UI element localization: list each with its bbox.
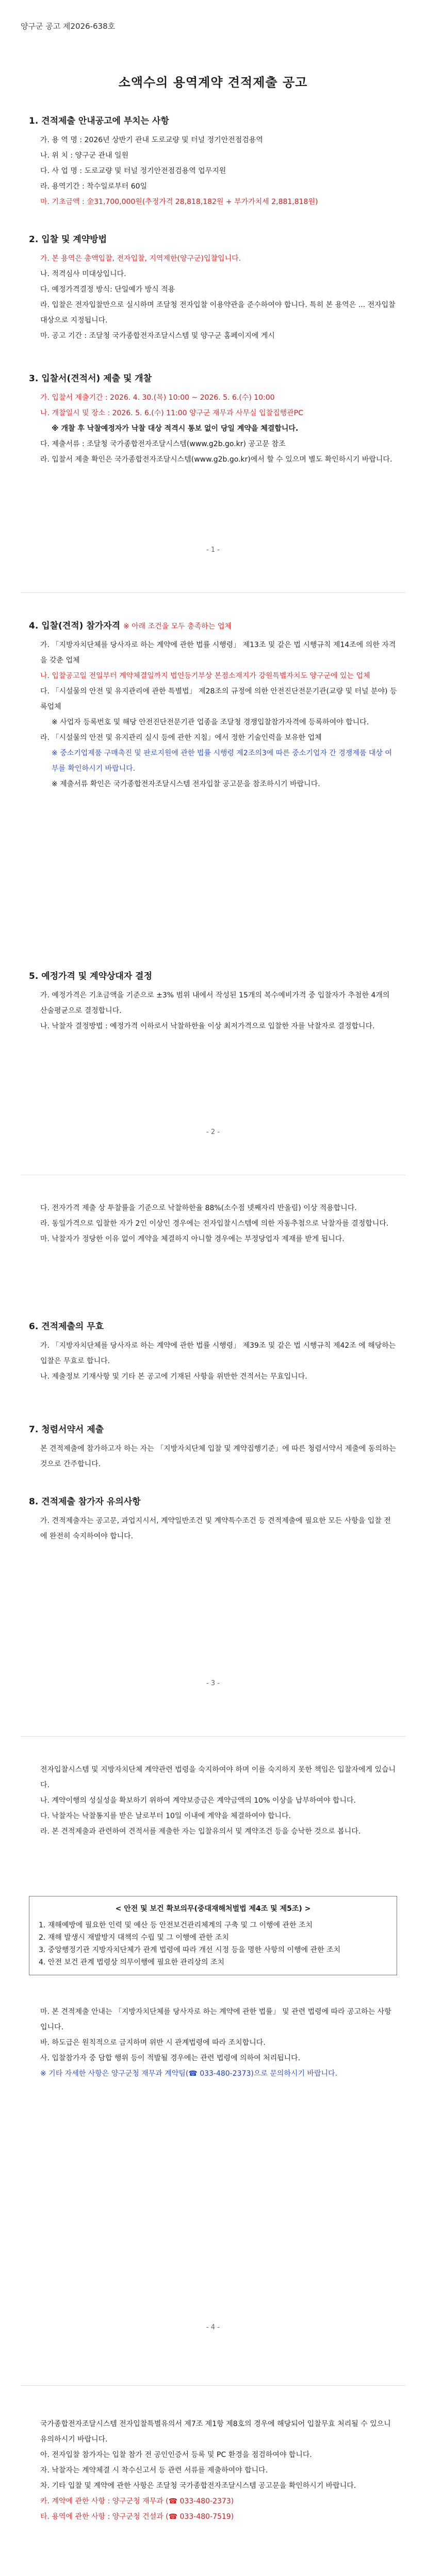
section-1-title: 1. 견적제출 안내공고에 부치는 사항 <box>29 116 169 126</box>
section-8-title: 8. 견적제출 참가자 유의사항 <box>29 1497 141 1507</box>
section-4-line: 다. 「시설물의 안전 및 유지관리에 관한 특별법」 제28조의 규정에 의한 안전진단전문기관(교량 및 터널 분야) 등록업체 <box>40 687 397 711</box>
section-8-line: 국가종합전자조달시스템 전자입찰특별유의서 제7조 제1항 제8호의 경우에 해당되어 입찰무효 처리될 수 있으니 유의하시기 바랍니다. <box>40 2420 391 2444</box>
section-1-line: 라. 용역기간 : 착수일로부터 60일 <box>40 182 148 191</box>
section-1-line: 가. 용 역 명 : 2026년 상반기 관내 도로교량 및 터널 정기안전점검용역 <box>40 136 263 144</box>
section-8-line: 나. 계약이행의 성실성을 확보하기 위하여 계약보증금은 계약금액의 10% 이상을 납부하여야 합니다. <box>40 1797 356 1805</box>
page-divider <box>21 592 405 593</box>
section-8-line: ※ 기타 자세한 사항은 양구군청 재무과 계약팀(☎ 033-480-2373)으로 문의하시기 바랍니다. <box>40 2070 337 2078</box>
section-8-line: 마. 본 견적제출 안내는 「지방자치단체를 당사자로 하는 계약에 관한 법률」 및 관련 법령에 따라 공고하는 사항입니다. <box>40 2008 391 2031</box>
section-5 <box>29 969 397 1034</box>
section-7 <box>29 1422 397 1472</box>
section-2 <box>29 232 397 344</box>
section-3-line: 다. 제출서류 : 조달청 국가종합전자조달시스템(www.g2b.go.kr) 공고문 참조 <box>40 440 286 448</box>
section-4-line: 가. 「지방자치단체를 당사자로 하는 계약에 관한 법률 시행령」 제13조 및 같은 법 시행규칙 제14조에 의한 자격을 갖춘 업체 <box>40 641 396 665</box>
section-6-line: 가. 「지방자치단체를 당사자로 하는 계약에 관한 법률 시행령」 제39조 및 같은 법 시행규칙 제42조 에 해당하는 입찰은 무효로 합니다. <box>40 1342 396 1365</box>
section-6 <box>29 1319 397 1384</box>
section-2-title: 2. 입찰 및 계약방법 <box>29 234 107 245</box>
section-7-line: 본 견적제출에 참가하고자 하는 자는 「지방자치단체 입찰 및 계약집행기준」에 따른 청렴서약서 제출에 동의하는 것으로 간주합니다. <box>40 1445 396 1468</box>
page-number: - 1 - <box>206 546 220 554</box>
section-8-line: 가. 견적제출자는 공고문, 과업지시서, 계약일반조건 및 계약특수조건 등 견적제출에 필요한 모든 사항을 입찰 전에 완전히 숙지하여야 합니다. <box>40 1517 391 1540</box>
section-4-line: 라. 「시설물의 안전 및 유지관리 실시 등에 관한 지침」에서 정한 기술인력을 보유한 업체 <box>40 734 322 742</box>
section-5-line: 다. 전자가격 제출 상 투찰률을 기준으로 낙찰하한율 88%(소수점 넷째자리 반올림) 이상 적용합니다. <box>40 1204 357 1212</box>
section-1-line: 나. 위 치 : 양구군 관내 일원 <box>40 151 129 160</box>
section-4-note: ※ 아래 조건을 모두 충족하는 업체 <box>123 622 232 631</box>
section-5-line: 마. 낙찰자가 정당한 이유 없이 계약을 체결하지 아니할 경우에는 부정당업자 제재를 받게 됩니다. <box>40 1235 345 1243</box>
page-number: - 3 - <box>206 1680 220 1687</box>
section-7-title: 7. 청렴서약서 제출 <box>29 1425 104 1435</box>
section-4 <box>29 618 397 792</box>
section-3-title: 3. 입찰서(견적서) 제출 및 개찰 <box>29 374 152 384</box>
section-8-line: 다. 낙찰자는 낙찰통지를 받은 날로부터 10일 이내에 계약을 체결하여야 합니다. <box>40 1812 291 1820</box>
section-8-line: 자. 낙찰자는 계약체결 시 착수신고서 등 관련 서류를 제출하여야 합니다. <box>40 2466 268 2475</box>
section-6-line: 나. 제출정보 기재사항 및 기타 본 공고에 기재된 사항을 위반한 견적서는 무효입니다. <box>40 1372 307 1381</box>
section-3-line: ※ 개찰 후 낙찰예정자가 낙찰 대상 적격시 통보 없이 당일 계약을 체결합니다. <box>52 425 299 433</box>
section-8-line: 전자입찰시스템 및 지방자치단체 계약관련 법령을 숙지하여야 하며 이를 숙지하지 못한 책임은 입찰자에게 있습니다. <box>40 1766 396 1789</box>
section-4-line: ※ 중소기업제품 구매촉진 및 판로지원에 관한 법률 시행령 제2조의3에 따른 중소기업자 간 경쟁제품 대상 여부를 확인하시기 바랍니다. <box>52 749 392 773</box>
section-8-line: 카. 계약에 관한 사항 : 양구군청 재무과 (☎ 033-480-2373) <box>40 2497 234 2505</box>
section-3-line: 가. 입찰서 제출기간 : 2026. 4. 30.(목) 10:00 ~ 2026. 5. 6.(수) 10:00 <box>40 394 275 402</box>
section-8-final <box>29 2416 397 2524</box>
notice-reference: 양구군 공고 제2026-638호 <box>21 22 116 31</box>
section-4-line: ※ 사업자 등록번호 및 해당 안전진단전문기관 업종을 조달청 경쟁입찰참가자격에 등록하여야 합니다. <box>52 718 369 726</box>
section-3-line: 라. 입찰서 제출 확인은 국가종합전자조달시스템(www.g2b.go.kr)에서 할 수 있으며 별도 확인하시기 바랍니다. <box>40 455 392 464</box>
section-6-title: 6. 견적제출의 무효 <box>29 1321 104 1332</box>
page-divider <box>21 2385 405 2386</box>
safety-box-title: < 안전 및 보건 확보의무(중대재해처벌법 제4조 및 제5조) > <box>115 1905 311 1913</box>
section-2-line: 라. 입찰은 전자입찰만으로 실시하며 조달청 전자입찰 이용약관을 준수하여야 합니다. 특히 본 용역은 ... 전자입찰 대상으로 지정됩니다. <box>40 301 396 325</box>
section-1-line: 다. 사 업 명 : 도로교량 및 터널 정기안전점검용역 업무지원 <box>40 167 226 175</box>
safety-box-line: 2. 재해 발생시 재발방지 대책의 수립 및 그 이행에 관한 조치 <box>39 1934 229 1942</box>
section-5-title: 5. 예정가격 및 계약상대자 결정 <box>29 971 153 981</box>
document-title: 소액수의 용역계약 견적제출 공고 <box>118 75 308 90</box>
page-divider <box>21 1736 405 1737</box>
section-2-line: 마. 공고 기간 : 조달청 국가종합전자조달시스템 및 양구군 홈페이지에 게시 <box>40 332 275 340</box>
section-8-line: 사. 입찰참가자 중 담합 행위 등이 적발될 경우에는 관련 법령에 의하여 처리됩니다. <box>40 2054 301 2062</box>
safety-box-line: 1. 재해예방에 필요한 인력 및 예산 등 안전보건관리체계의 구축 및 그 이행에 관한 조치 <box>39 1921 313 1929</box>
section-2-line: 다. 예정가격결정 방식: 단일예가 방식 적용 <box>40 285 175 294</box>
section-3-line: 나. 개찰일시 및 장소 : 2026. 5. 6.(수) 11:00 양구군 재무과 사무실 입찰집행관PC <box>40 409 303 417</box>
page-number: - 4 - <box>206 2324 220 2331</box>
section-5-continued <box>29 1200 397 1247</box>
section-1 <box>29 113 397 210</box>
section-2-line: 가. 본 용역은 총액입찰, 전자입찰, 지역제한(양구군)입찰입니다. <box>40 255 241 263</box>
section-1-line: 마. 기초금액 : 金31,700,000원(추정가격 28,818,182원 + 부가가치세 2,881,818원) <box>40 198 318 206</box>
section-5-line: 나. 낙찰자 결정방법 : 예정가격 이하로서 낙찰하한율 이상 최저가격으로 입찰한 자를 낙찰자로 결정합니다. <box>40 1022 375 1030</box>
section-4-line: 나. 입찰공고일 전일부터 계약체결일까지 법인등기부상 본점소재지가 강원특별자치도 양구군에 있는 업체 <box>40 672 370 680</box>
safety-box-line: 4. 안전 보건 관계 법령상 의무이행에 필요한 관리상의 조치 <box>39 1958 225 1967</box>
section-5-line: 가. 예정가격은 기초금액을 기준으로 ±3% 범위 내에서 작성된 15개의 복수예비가격 중 입찰자가 추첨한 4개의 산술평균으로 결정합니다. <box>40 991 390 1015</box>
section-8-line: 아. 전자입찰 참가자는 입찰 참가 전 공인인증서 등록 및 PC 환경을 점검하여야 합니다. <box>40 2451 312 2459</box>
section-8-line: 타. 용역에 관한 사항 : 양구군청 건설과 (☎ 033-480-7519) <box>40 2513 234 2521</box>
section-8 <box>29 1494 397 1544</box>
section-4-line: ※ 제출서류 확인은 국가종합전자조달시스템 전자입찰 공고문을 참조하시기 바랍니다. <box>52 780 320 788</box>
section-8-continued <box>29 1762 397 1839</box>
page-number: - 2 - <box>206 1128 220 1136</box>
safety-obligation-box <box>29 1896 397 1975</box>
section-8-line: 바. 하도급은 원칙적으로 금지하며 위반 시 관계법령에 따라 조치합니다. <box>40 2039 266 2047</box>
section-5-line: 라. 동일가격으로 입찰한 자가 2인 이상인 경우에는 전자입찰시스템에 의한 자동추첨으로 낙찰자를 결정합니다. <box>40 1219 389 1228</box>
section-2-line: 나. 적격심사 미대상입니다. <box>40 270 126 278</box>
section-3 <box>29 371 397 467</box>
section-8-line: 차. 기타 입찰 및 계약에 관한 사항은 조달청 국가종합전자조달시스템 공고문을 확인하시기 바랍니다. <box>40 2482 356 2490</box>
section-4-title <box>29 618 397 631</box>
section-4-title-text: 4. 입찰(견적) 참가자격 <box>29 621 121 631</box>
section-8-line: 라. 본 견적제출과 관련하여 견적서를 제출한 자는 입찰유의서 및 계약조건 등을 승낙한 것으로 봅니다. <box>40 1827 361 1836</box>
section-8-remaining <box>29 2004 397 2081</box>
safety-box-line: 3. 중앙행정기관 지방자치단체가 관계 법령에 따라 개선 시정 등을 명한 사항의 이행에 관한 조치 <box>39 1946 341 1954</box>
